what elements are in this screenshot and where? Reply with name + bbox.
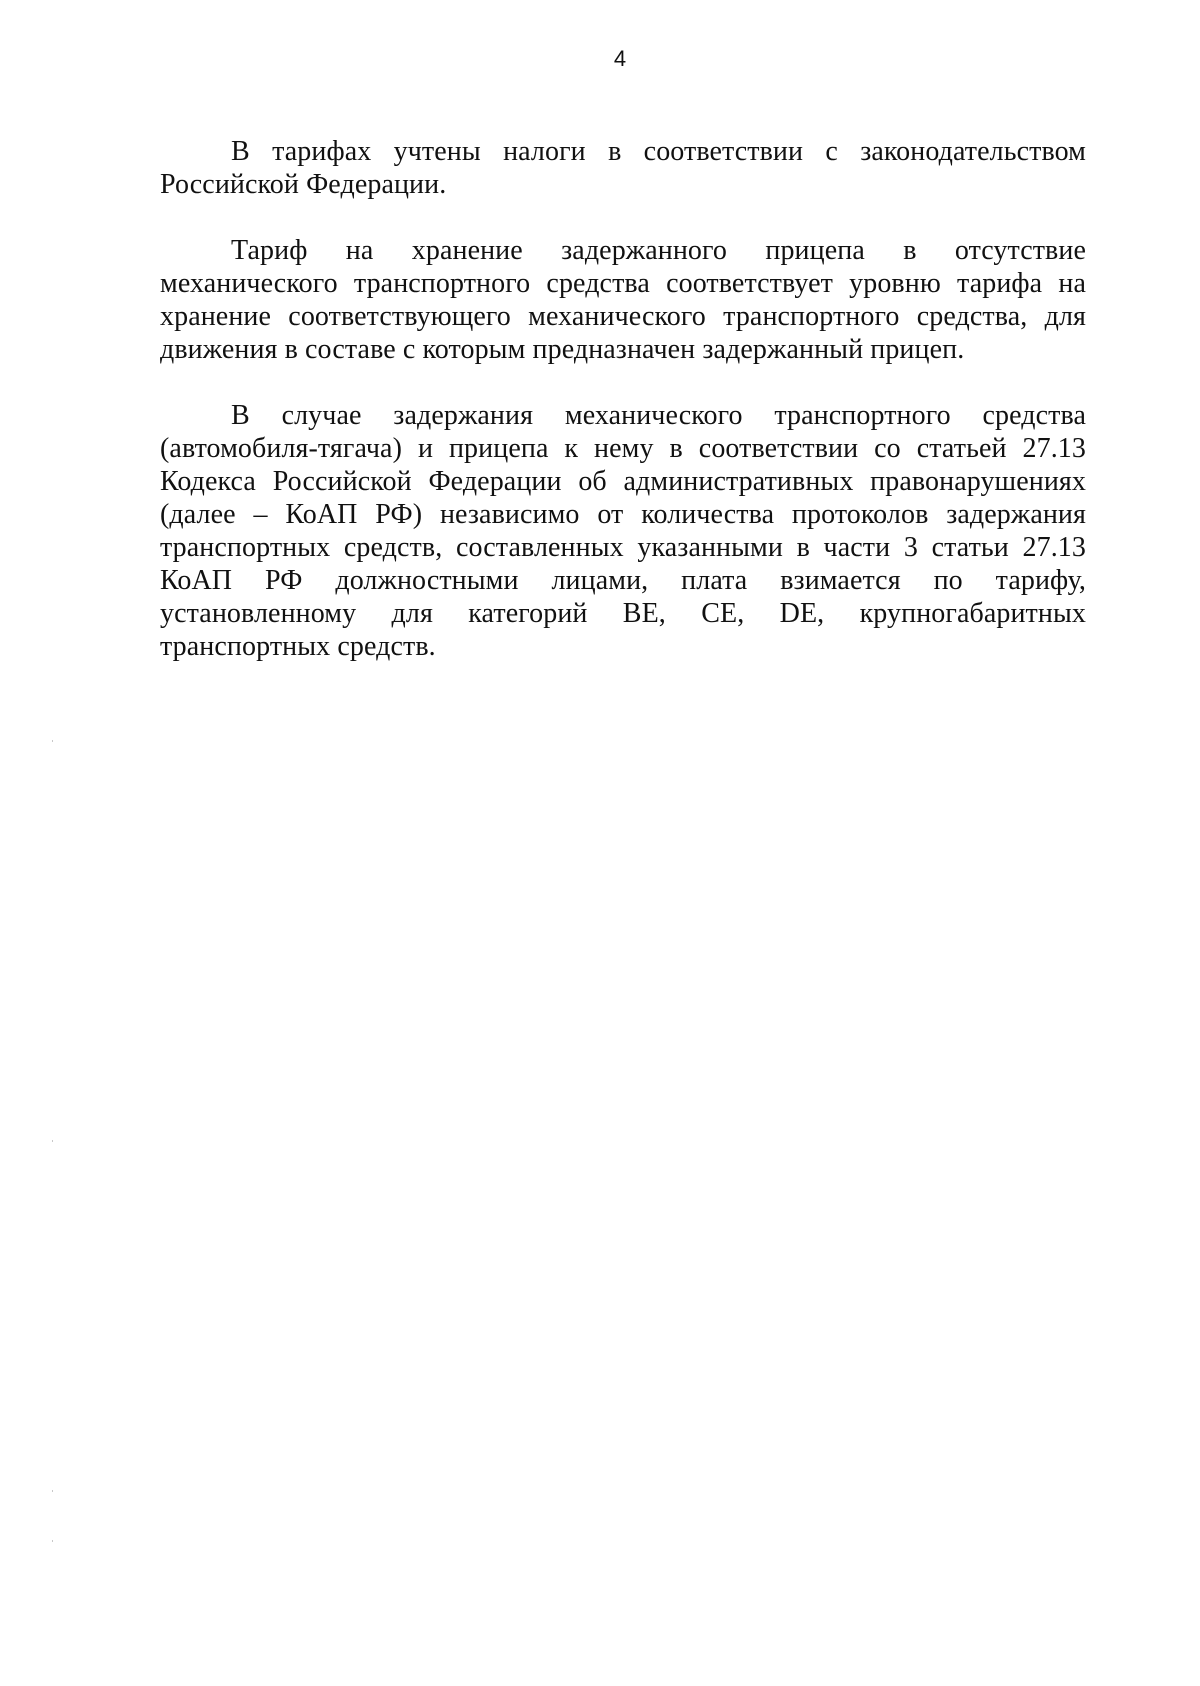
paragraph-line: В тарифах учтены налоги в соответствии с законодательством [231,136,1086,167]
paragraph-line: движения в составе с которым предназначен задержанный прицеп. [160,334,965,365]
document-body [160,135,1086,696]
scan-artifact [52,1490,53,1492]
paragraph-line: Кодекса Российской Федерации об административных правонарушениях [160,466,1086,497]
paragraph-line: (автомобиля-тягача) и прицепа к нему в соответствии со статьей 27.13 [160,433,1086,464]
scan-artifact [52,740,53,742]
scan-artifact [52,1140,53,1142]
paragraph-line: Тариф на хранение задержанного прицепа в отсутствие [231,235,1086,266]
paragraph-line: (далее – КоАП РФ) независимо от количества протоколов задержания [160,499,1086,530]
paragraph-trailer-tariff [160,234,1086,366]
paragraph-line: установленному для категорий ВЕ, СЕ, DE, крупногабаритных [160,598,1086,629]
paragraph-line: Российской Федерации. [160,169,447,200]
paragraph-tractor-detention [160,399,1086,663]
paragraph-line: транспортных средств, составленных указанными в части 3 статьи 27.13 [160,532,1086,563]
page-number: 4 [613,46,627,71]
paragraph-line: механического транспортного средства соответствует уровню тарифа на [160,268,1086,299]
paragraph-taxes [160,135,1086,201]
paragraph-line: хранение соответствующего механического транспортного средства, для [160,301,1086,332]
paragraph-line: КоАП РФ должностными лицами, плата взимается по тарифу, [160,565,1086,596]
paragraph-line: В случае задержания механического транспортного средства [231,400,1086,431]
paragraph-line: транспортных средств. [160,631,436,662]
scan-artifact [52,1540,53,1542]
